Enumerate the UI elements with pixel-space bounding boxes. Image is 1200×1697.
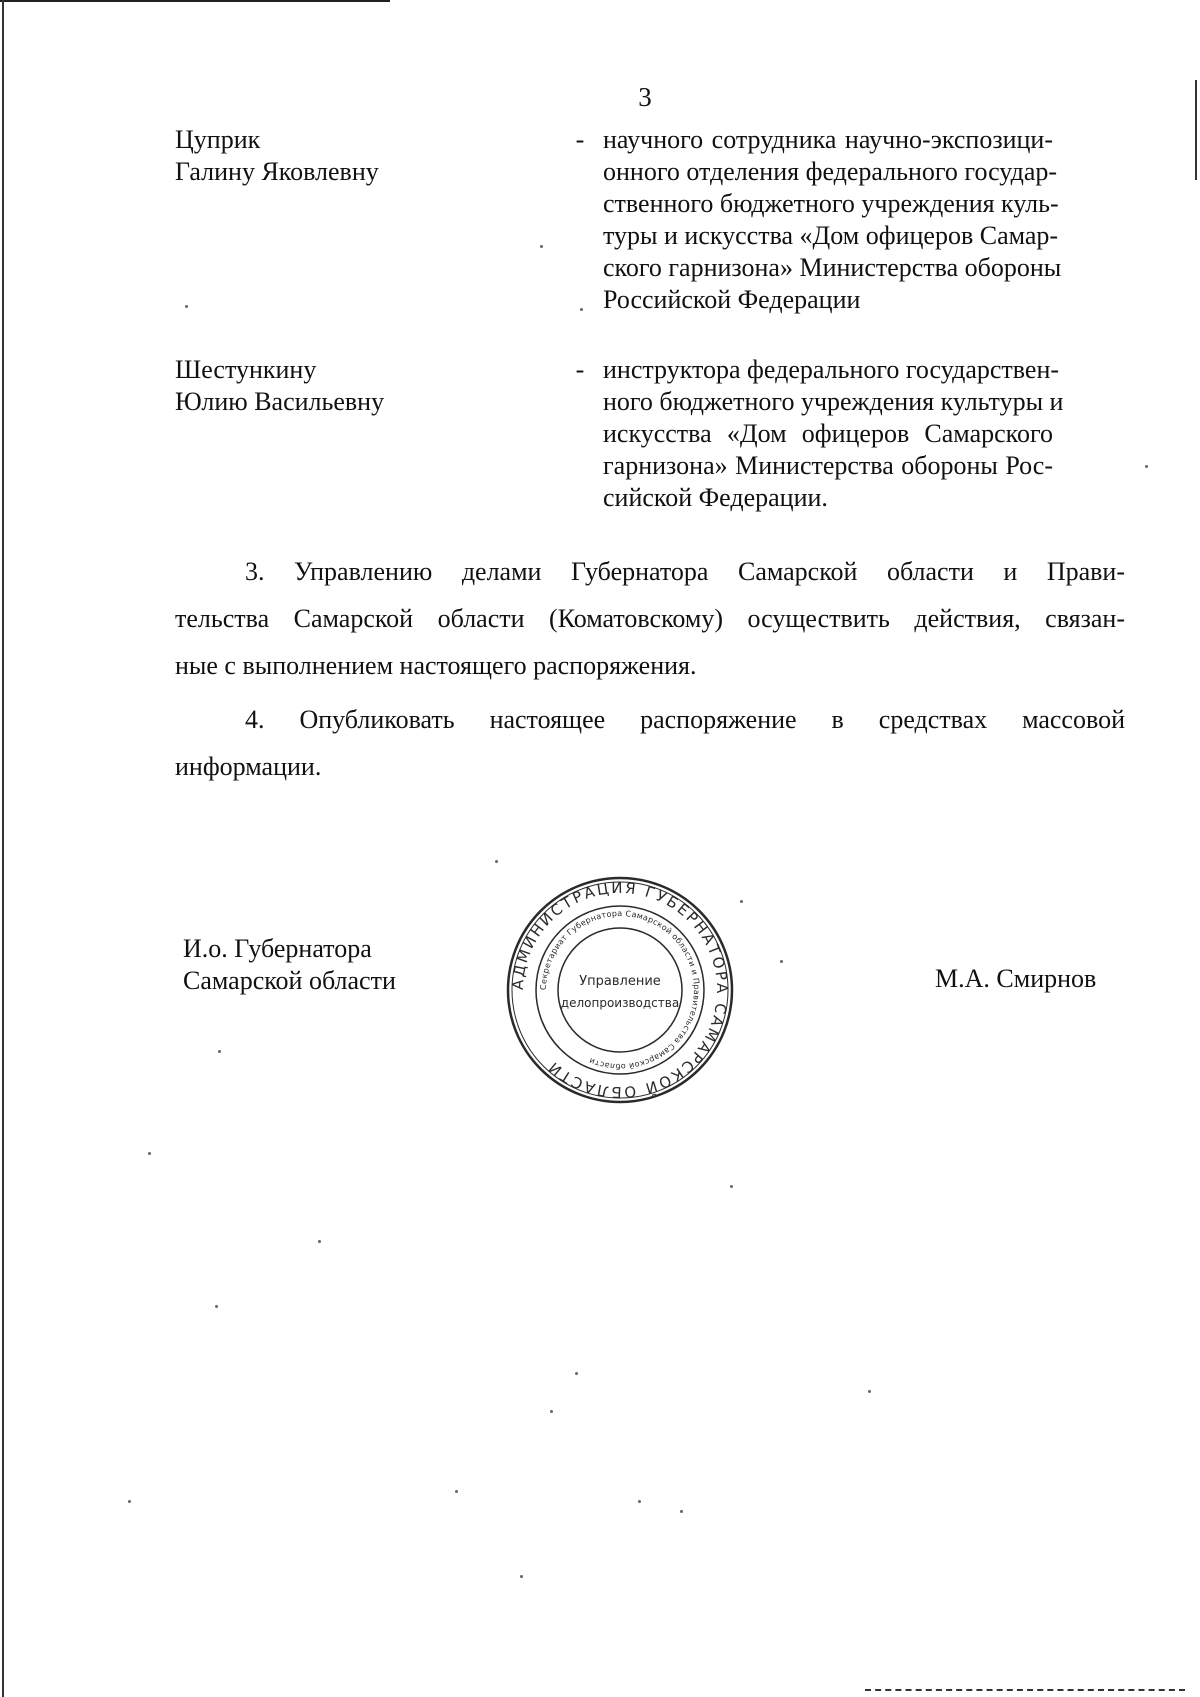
scan-edge-left [2, 0, 4, 1697]
appointee-surname: Цуприк [175, 125, 261, 154]
role-line: онного отделения федерального государ- [603, 157, 1058, 186]
role-line: искусства «Дом офицеров Самарского [603, 419, 1053, 448]
entry-dash: - [575, 125, 585, 154]
signer-title [183, 933, 396, 997]
role-line: ного бюджетного учреждения культуры и [603, 387, 1064, 416]
clause-line: 4. Опубликовать настоящее распоряжение в средствах массовой [245, 705, 1125, 734]
signer-title-line: И.о. Губернатора [183, 934, 372, 963]
seal-center-line-2: делопроизводства [560, 996, 680, 1010]
scan-speck [780, 960, 783, 963]
scan-speck [218, 1050, 221, 1053]
clause-line: тельства Самарской области (Коматовскому) осуществить действия, связан- [175, 604, 1125, 633]
seal-middle-border [536, 906, 704, 1074]
seal-inner-border [558, 928, 682, 1052]
scan-speck [680, 1510, 683, 1513]
scan-speck [215, 1305, 218, 1308]
appointee-name [175, 124, 535, 188]
scan-edge-right [1195, 80, 1197, 180]
page-number: 3 [638, 82, 652, 112]
role-line: ственного бюджетного учреждения куль- [603, 189, 1059, 218]
seal-outer-ring-text: АДМИНИСТРАЦИЯ ГУБЕРНАТОРА САМАРСКОЙ ОБЛАСТИ [508, 878, 732, 1102]
entry-dash: - [575, 355, 585, 384]
scan-speck [580, 308, 583, 311]
seal-center-line-1: Управление [579, 974, 661, 989]
scan-edge-top [0, 0, 390, 2]
clause-3 [175, 548, 1125, 689]
signer-title-line: Самарской области [183, 966, 396, 995]
clause-line: ные с выполнением настоящего распоряжения. [175, 651, 697, 680]
scan-edge-bottom [865, 1689, 1185, 1691]
official-seal [505, 875, 735, 1105]
appointee-given-names: Галину Яковлевну [175, 157, 379, 186]
seal-inner-ring-text: Секретариат Губернатора Самарской области и Правительства Самарской области [538, 908, 702, 1072]
scan-speck [495, 860, 498, 863]
scan-speck [740, 900, 743, 903]
seal-inner-text [539, 909, 701, 1071]
scan-speck [318, 1240, 321, 1243]
role-line: сийской Федерации. [603, 483, 828, 512]
scan-speck [540, 245, 543, 248]
scan-speck [868, 1390, 871, 1393]
signer-name: М.А. Смирнов [935, 964, 1097, 993]
role-line: гарнизона» Министерства обороны Рос- [603, 451, 1053, 480]
appointee-given-names: Юлию Васильевну [175, 387, 385, 416]
clause-line: информации. [175, 752, 322, 781]
scan-speck [1145, 465, 1148, 468]
role-line: туры и искусства «Дом офицеров Самар- [603, 221, 1059, 250]
scan-speck [550, 1410, 553, 1413]
scan-speck [148, 1152, 151, 1155]
role-line: научного сотрудника научно-экспозици- [603, 125, 1053, 154]
scan-speck [455, 1490, 458, 1493]
scan-speck [128, 1500, 131, 1503]
scan-speck [730, 1185, 733, 1188]
appointee-surname: Шестункину [175, 355, 317, 384]
clause-4 [175, 696, 1125, 790]
scan-speck [638, 1500, 641, 1503]
appointee-role [603, 354, 1064, 514]
seal-graphic [505, 875, 735, 1105]
appointee-role [603, 124, 1062, 316]
scan-speck [185, 305, 188, 308]
role-line: Российской Федерации [603, 285, 861, 314]
scan-speck [575, 1372, 578, 1375]
role-line: ского гарнизона» Министерства обороны [603, 253, 1062, 282]
appointee-name [175, 354, 535, 418]
role-line: инструктора федерального государствен- [603, 355, 1060, 384]
clause-line: 3. Управлению делами Губернатора Самарской области и Прави- [245, 557, 1125, 586]
scan-speck [520, 1575, 523, 1578]
